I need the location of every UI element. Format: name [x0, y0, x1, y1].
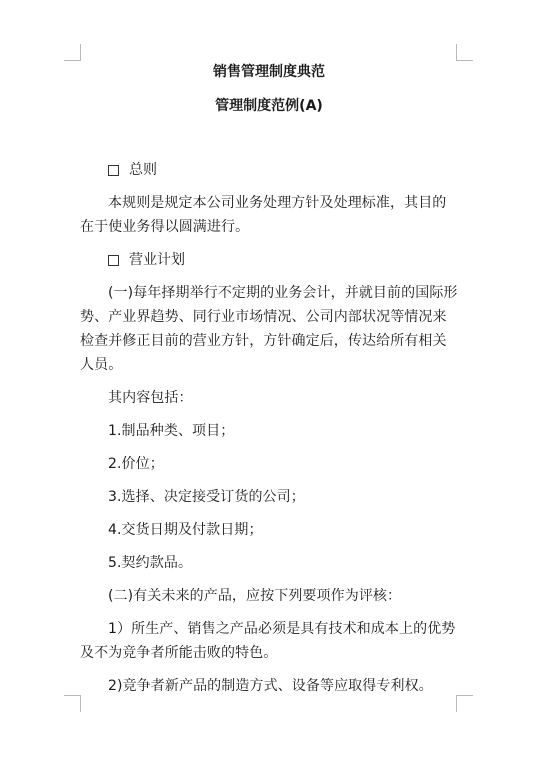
crop-mark-top-left: [64, 44, 81, 61]
paragraph-general: 本规则是规定本公司业务处理方针及处理标准，其目的在于使业务得以圆满进行。: [80, 195, 447, 235]
crop-mark-bottom-left: [64, 695, 81, 712]
list-item: 4.交货日期及付款日期；: [108, 522, 263, 538]
list-item: 1.制品种类、项目；: [108, 423, 235, 439]
list-item: 2.价位；: [108, 456, 164, 472]
section-heading-label: 总则: [129, 162, 157, 178]
checkbox-icon: [108, 255, 119, 266]
paragraph-evaluation: (二)有关未来的产品，应按下列要项作为评核：: [108, 588, 402, 604]
checkbox-icon: [108, 165, 119, 176]
crop-mark-top-right: [456, 44, 473, 61]
document-title: 销售管理制度典范: [213, 64, 325, 80]
list-item: 5.契约款品。: [108, 555, 193, 571]
evaluation-item: 1）所生产、销售之产品必须是具有技术和成本上的优势及不为竞争者所能击败的特色。: [80, 621, 456, 661]
section-heading-label: 营业计划: [129, 252, 185, 268]
document-subtitle: 管理制度范例(A): [215, 98, 323, 114]
paragraph-sales-plan: (一)每年择期举行不定期的业务会计，并就目前的国际形势、产业界趋势、同行业市场情况、公司内部状况等情况来检查并修正目前的营业方针，方针确定后，传达给所有相关人员。: [80, 285, 458, 373]
list-item: 3.选择、决定接受订货的公司；: [108, 489, 305, 505]
crop-mark-bottom-right: [456, 695, 473, 712]
section-heading-general: [80, 158, 458, 182]
section-heading-sales-plan: [80, 248, 458, 272]
document-body: [80, 62, 458, 698]
contents-intro: 其内容包括：: [108, 390, 193, 406]
evaluation-item: 2)竞争者新产品的制造方式、设备等应取得专利权。: [108, 678, 433, 694]
